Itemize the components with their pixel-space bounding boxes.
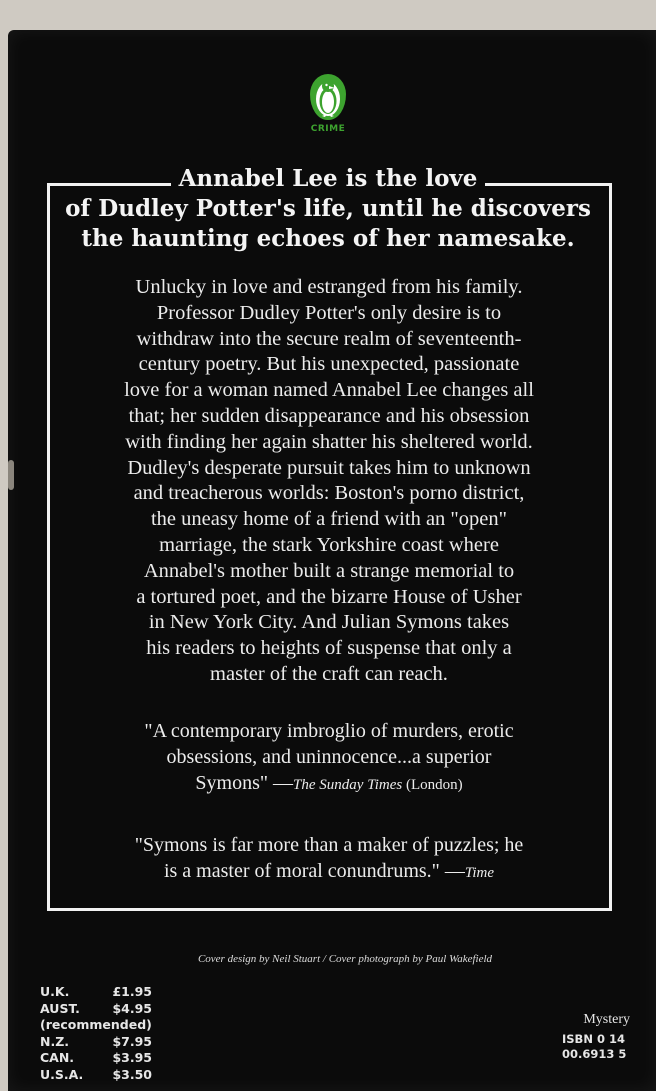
price-value: $3.50 xyxy=(112,1066,152,1082)
headline-line-2: of Dudley Potter's life, until he discovers xyxy=(65,195,591,222)
penguin-icon xyxy=(310,74,346,120)
price-value: £1.95 xyxy=(112,984,152,999)
blurb-line: and treacherous worlds: Boston's porno district, xyxy=(133,482,525,505)
price-value: $4.95 xyxy=(112,1000,152,1016)
blurb-text xyxy=(66,275,592,688)
quote-line: "A contemporary imbroglio of murders, erotic xyxy=(144,720,514,742)
price-row xyxy=(40,1001,152,1018)
cover-credit: Cover design by Neil Stuart / Cover photograph by Paul Wakefield xyxy=(197,953,493,965)
isbn-line: 00.6913 5 xyxy=(562,1047,627,1061)
blurb-line: century poetry. But his unexpected, passionate xyxy=(138,353,520,376)
price-row xyxy=(40,1034,152,1051)
quote-source-suffix: (London) xyxy=(402,777,463,793)
blurb-line: marriage, the stark Yorkshire coast where xyxy=(159,533,499,556)
price-country: (recommended) xyxy=(40,1017,152,1032)
quote-line: "Symons is far more than a maker of puzzles; he xyxy=(134,834,524,856)
headline-line-3: the haunting echoes of her namesake. xyxy=(81,225,575,252)
blurb-line: Professor Dudley Potter's only desire is to xyxy=(156,301,502,324)
price-row xyxy=(40,984,152,1001)
price-country: CAN. xyxy=(40,1050,75,1065)
quote-line: is a master of moral conundrums." — xyxy=(163,860,465,882)
headline-line-1: Annabel Lee is the love xyxy=(171,164,486,194)
price-country: AUST. xyxy=(40,1000,80,1016)
catalog-info xyxy=(540,1012,630,1062)
blurb-line: love for a woman named Annabel Lee changes all xyxy=(124,379,534,402)
blurb-line: Dudley's desperate pursuit takes him to unknown xyxy=(127,456,531,479)
blurb-line: Annabel's mother built a strange memorial to xyxy=(143,559,515,582)
blurb-line: a tortured poet, and the bizarre House of Usher xyxy=(136,585,522,608)
quote-source: The Sunday Times xyxy=(293,777,403,793)
review-quote-sunday-times xyxy=(66,718,592,798)
cover-wear-mark xyxy=(8,460,14,490)
quote-line: obsessions, and uninnocence...a superior xyxy=(166,746,492,768)
price-row xyxy=(40,1050,152,1067)
headline xyxy=(28,164,628,254)
price-row xyxy=(40,1067,152,1084)
quote-line: Symons" — xyxy=(195,772,294,794)
blurb-line: Unlucky in love and estranged from his family. xyxy=(135,276,523,298)
quote-source: Time xyxy=(464,865,495,881)
blurb-line: that; her sudden disappearance and his obsession xyxy=(128,404,530,427)
blurb-line: his readers to heights of suspense that only a xyxy=(146,637,512,660)
price-row xyxy=(40,1017,152,1034)
blurb-line: in New York City. And Julian Symons takes xyxy=(148,611,510,634)
imprint-label: CRIME xyxy=(310,124,346,134)
price-value: $7.95 xyxy=(112,1033,152,1049)
price-country: U.S.A. xyxy=(40,1066,84,1082)
blurb-line: with finding her again shatter his sheltered world. xyxy=(125,430,533,453)
blurb-line: the uneasy home of a friend with an "open" xyxy=(150,508,508,531)
price-country: N.Z. xyxy=(40,1033,70,1049)
review-quote-time xyxy=(66,832,592,886)
blurb-line: withdraw into the secure realm of seventeenth- xyxy=(136,327,522,350)
price-list xyxy=(40,984,152,1083)
price-value: $3.95 xyxy=(112,1050,152,1065)
price-country: U.K. xyxy=(40,984,70,999)
blurb-line: master of the craft can reach. xyxy=(210,662,448,685)
isbn-line: ISBN 0 14 xyxy=(562,1032,625,1046)
genre-label: Mystery xyxy=(583,1012,630,1027)
